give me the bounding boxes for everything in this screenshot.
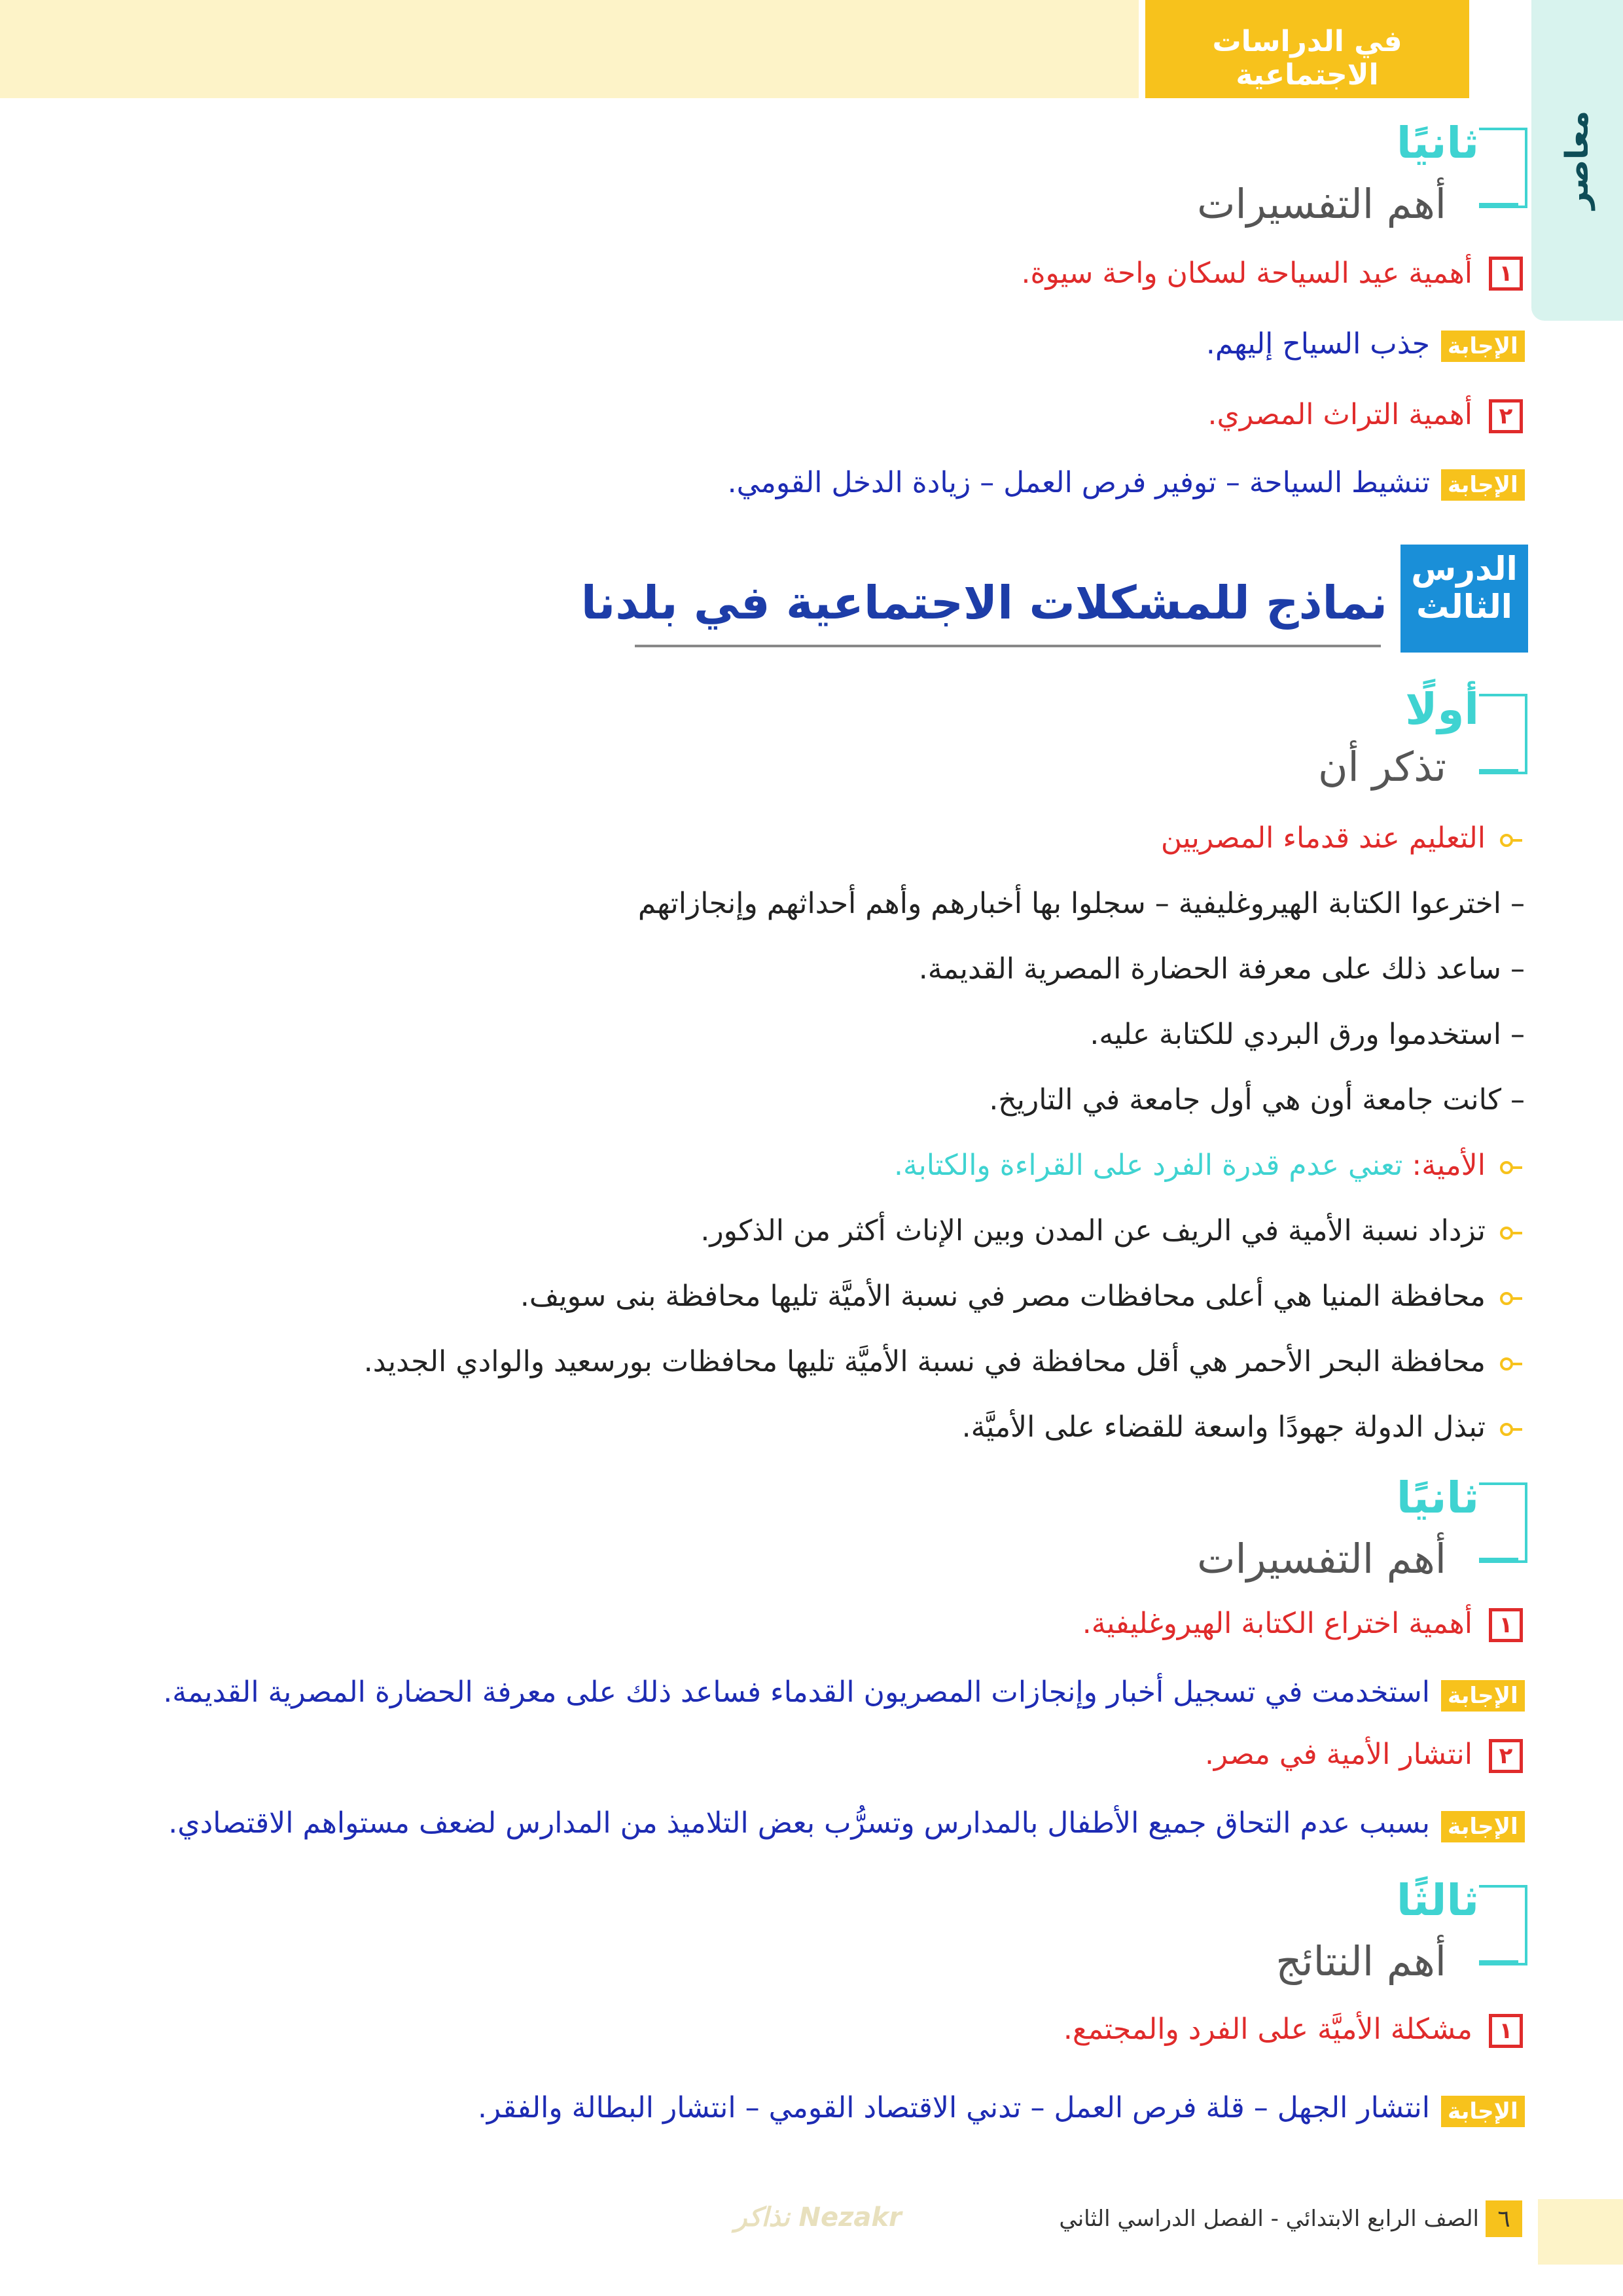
bullet-arrow [1512,839,1522,842]
illiteracy-definition: تعني عدم قدرة الفرد على القراءة والكتابة. [893,1149,1403,1182]
question-number: ١ [1489,2014,1523,2048]
answer-badge: الإجابة [1441,1811,1525,1842]
bullet-icon [1500,1423,1513,1436]
footer-watermark: Nezakr نذاكر [734,2202,902,2233]
dash-item: – ساعد ذلك على معرفة الحضارة المصرية القديمة. [918,952,1525,986]
question-text: أهمية التراث المصري. [1207,398,1472,431]
bullet-item: محافظة البحر الأحمر هي أقل محافظة في نسبة الأميَّة تليها محافظات بورسعيد والوادي الجديد. [363,1345,1486,1378]
header-strip [0,0,1139,98]
bullet-icon [1500,1161,1513,1174]
section-bracket [1479,128,1527,208]
answer-badge: الإجابة [1441,1680,1525,1712]
bullet-arrow [1512,1297,1522,1300]
question-text: أهمية عيد السياحة لسكان واحة سيوة. [1021,257,1472,290]
question-text: انتشار الأمية في مصر. [1204,1738,1472,1771]
dash-item: – اخترعوا الكتابة الهيروغليفية – سجلوا بها أخبارهم وأهم أحداثهم وإنجازاتهم [637,887,1525,920]
illiteracy-line [654,1149,1486,1182]
bullet-icon [1500,1357,1513,1371]
section-title: أهم التفسيرات [1197,1535,1446,1583]
section-number: ثانيًا [1396,1473,1479,1523]
section-title: أهم التفسيرات [1197,180,1446,228]
dash-item: – كانت جامعة أون هي أول جامعة في التاريخ. [989,1083,1525,1117]
bullet-item: محافظة المنيا هي أعلى محافظات مصر في نسبة الأميَّة تليها محافظة بنى سويف. [520,1280,1486,1313]
answer-text: انتشار الجهل – قلة فرص العمل – تدني الاقتصاد القومي – انتشار البطالة والفقر. [477,2091,1430,2125]
bullet-icon [1500,1227,1513,1240]
answer-text: جذب السياح إليهم. [1205,327,1430,361]
illiteracy-term: الأمية: [1412,1149,1486,1182]
question-text: أهمية اختراع الكتابة الهيروغليفية. [1082,1607,1472,1640]
dash-item: – استخدموا ورق البردي للكتابة عليه. [1090,1018,1525,1051]
question-number: ١ [1489,1608,1523,1642]
answer-text: تنشيط السياحة – توفير فرص العمل – زيادة الدخل القومي. [727,466,1430,499]
answer-text: استخدمت في تسجيل أخبار وإنجازات المصريون القدماء فساعد ذلك على معرفة الحضارة المصرية القديمة. [163,1676,1430,1709]
lesson-label-box [1400,545,1528,653]
bullet-arrow [1512,1232,1522,1234]
bullet-arrow [1512,1363,1522,1365]
section-line [1479,1558,1518,1560]
footer-text: الصف الرابع الابتدائي - الفصل الدراسي الثاني [1059,2206,1479,2232]
page-number: ٦ [1486,2200,1522,2237]
answer-badge: الإجابة [1441,469,1525,501]
section-number: ثانيًا [1396,118,1479,168]
answer-badge: الإجابة [1441,2096,1525,2127]
question-number: ١ [1489,257,1523,291]
bullet-arrow [1512,1428,1522,1431]
footer-bar [1538,2199,1623,2265]
question-number: ٢ [1489,399,1523,433]
section-line [1479,1960,1518,1963]
brand-logo [1538,13,1616,308]
section-line [1479,203,1518,206]
bullet-item: تبذل الدولة جهودًا واسعة للقضاء على الأميَّة. [961,1410,1486,1444]
lesson-label-line2: الثالث [1416,588,1512,626]
bullet-icon [1500,834,1513,847]
section-bracket [1479,1885,1527,1965]
header-title: في الدراسات الاجتماعية [1212,25,1402,92]
bullet-arrow [1512,1166,1522,1169]
lesson-underline [635,645,1381,647]
lesson-label-line1: الدرس [1411,550,1518,588]
remember-heading: التعليم عند قدماء المصريين [1160,821,1486,855]
brand-text: معاصر [1559,111,1596,210]
section-bracket [1479,1482,1527,1563]
answer-badge: الإجابة [1441,331,1525,362]
question-text: مشكلة الأميَّة على الفرد والمجتمع. [1063,2013,1472,2046]
section-number: أولًا [1405,684,1479,734]
section-number: ثالثًا [1396,1875,1479,1926]
section-bracket [1479,694,1527,774]
section-title: تذكر أن [1318,743,1446,791]
lesson-title: نماذج للمشكلات الاجتماعية في بلدنا [580,576,1387,630]
question-number: ٢ [1489,1739,1523,1773]
section-title: أهم النتائج [1275,1937,1446,1985]
bullet-item: تزداد نسبة الأمية في الريف عن المدن وبين الإناث أكثر من الذكور. [700,1214,1486,1247]
section-line [1479,769,1518,772]
bullet-icon [1500,1292,1513,1305]
answer-text: بسبب عدم التحاق جميع الأطفال بالمدارس وتسرُّب بعض التلاميذ من المدارس لضعف مستواهم الاقتصادي. [168,1806,1430,1840]
